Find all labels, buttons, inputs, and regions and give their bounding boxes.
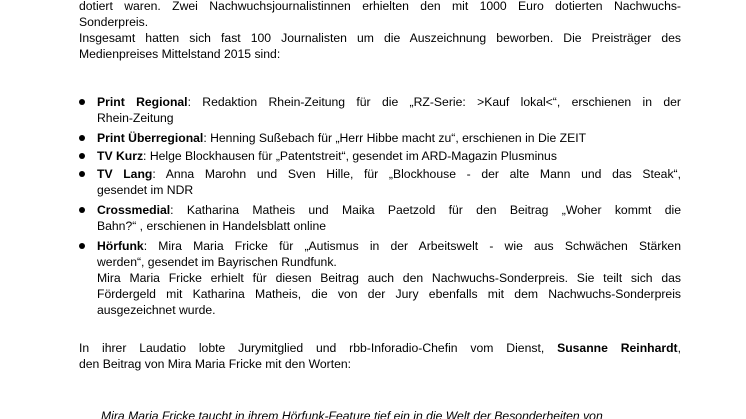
jury-member-name: Susanne Reinhardt	[557, 341, 678, 355]
quote-text: Mira Maria Fricke taucht in ihrem Hörfunk-Feature tief ein in die Welt der Besonderheiten von	[101, 409, 603, 419]
laudatio-line-2: den Beitrag von Mira Maria Fricke mit den Worten:	[79, 357, 352, 371]
list-item-note-line-3: ausgezeichnet wurde.	[97, 303, 216, 317]
bullet-icon	[79, 207, 85, 213]
item-text: : Helge Blockhausen für „Patentstreit“, gesendet im ARD-Magazin Plusminus	[143, 149, 557, 163]
list-item-print-regional	[97, 94, 681, 110]
laudatio-line-1	[79, 340, 681, 356]
category-label: Crossmedial	[97, 203, 171, 217]
bullet-icon	[79, 99, 85, 105]
intro-line-4: Medienpreises Mittelstand 2015 sind:	[79, 47, 281, 61]
category-label: Print Überregional	[97, 131, 204, 145]
category-label: TV Kurz	[97, 149, 144, 163]
bullet-icon	[79, 171, 85, 177]
intro-line-1: dotiert waren. Zwei Nachwuchsjournalistinnen erhielten den mit 1000 Euro dotierten Nachwuchs-	[79, 0, 681, 13]
category-label: Print Regional	[97, 95, 188, 109]
item-text: : Redaktion Rhein-Zeitung für die „RZ-Serie: >Kauf lokal<“, erschienen in der	[187, 95, 681, 109]
laudatio-text: In ihrer Laudatio lobte Jurymitglied und rbb-Inforadio-Chefin vom Dienst,	[79, 341, 558, 355]
bullet-icon	[79, 135, 85, 141]
item-text: : Mira Maria Fricke für „Autismus in der Arbeitswelt - wie aus Schwächen Stärken	[143, 239, 681, 253]
list-item-continuation: gesendet im NDR	[97, 183, 194, 197]
bullet-icon	[79, 153, 85, 159]
laudatio-punctuation: ,	[677, 341, 681, 355]
bullet-icon	[79, 243, 85, 249]
list-item-note-line-1: Mira Maria Fricke erhielt für diesen Beitrag auch den Nachwuchs-Sonderpreis. Sie teilt sich das	[97, 271, 681, 285]
list-item-continuation: Bahn?“ , erschienen in Handelsblatt online	[97, 219, 327, 233]
list-item-tv-lang	[97, 166, 681, 182]
item-text: : Katharina Matheis und Maika Paetzold für den Beitrag „Woher kommt die	[170, 203, 681, 217]
list-item-print-ueberregional	[97, 130, 586, 146]
intro-line-2: Sonderpreis.	[79, 15, 149, 29]
list-item-continuation: Rhein-Zeitung	[97, 111, 174, 125]
list-item-crossmedial	[97, 202, 681, 218]
list-item-continuation: werden“, gesendet im Bayrischen Rundfunk.	[97, 255, 337, 269]
list-item-hoerfunk	[97, 238, 681, 254]
item-text: : Anna Marohn und Sven Hille, für „Blockhouse - der alte Mann und das Steak“,	[152, 167, 681, 181]
list-item-note-line-2: Fördergeld mit Katharina Matheis, die von der Jury ebenfalls mit dem Nachwuchs-Sonderpreis	[97, 287, 681, 301]
intro-line-3: Insgesamt hatten sich fast 100 Journalisten um die Auszeichnung beworben. Die Preisträger des	[79, 31, 681, 45]
list-item-tv-kurz	[97, 148, 557, 164]
category-label: Hörfunk	[97, 239, 144, 253]
item-text: : Henning Sußebach für „Herr Hibbe macht zu“, erschienen in Die ZEIT	[203, 131, 587, 145]
category-label: TV Lang	[97, 167, 153, 181]
